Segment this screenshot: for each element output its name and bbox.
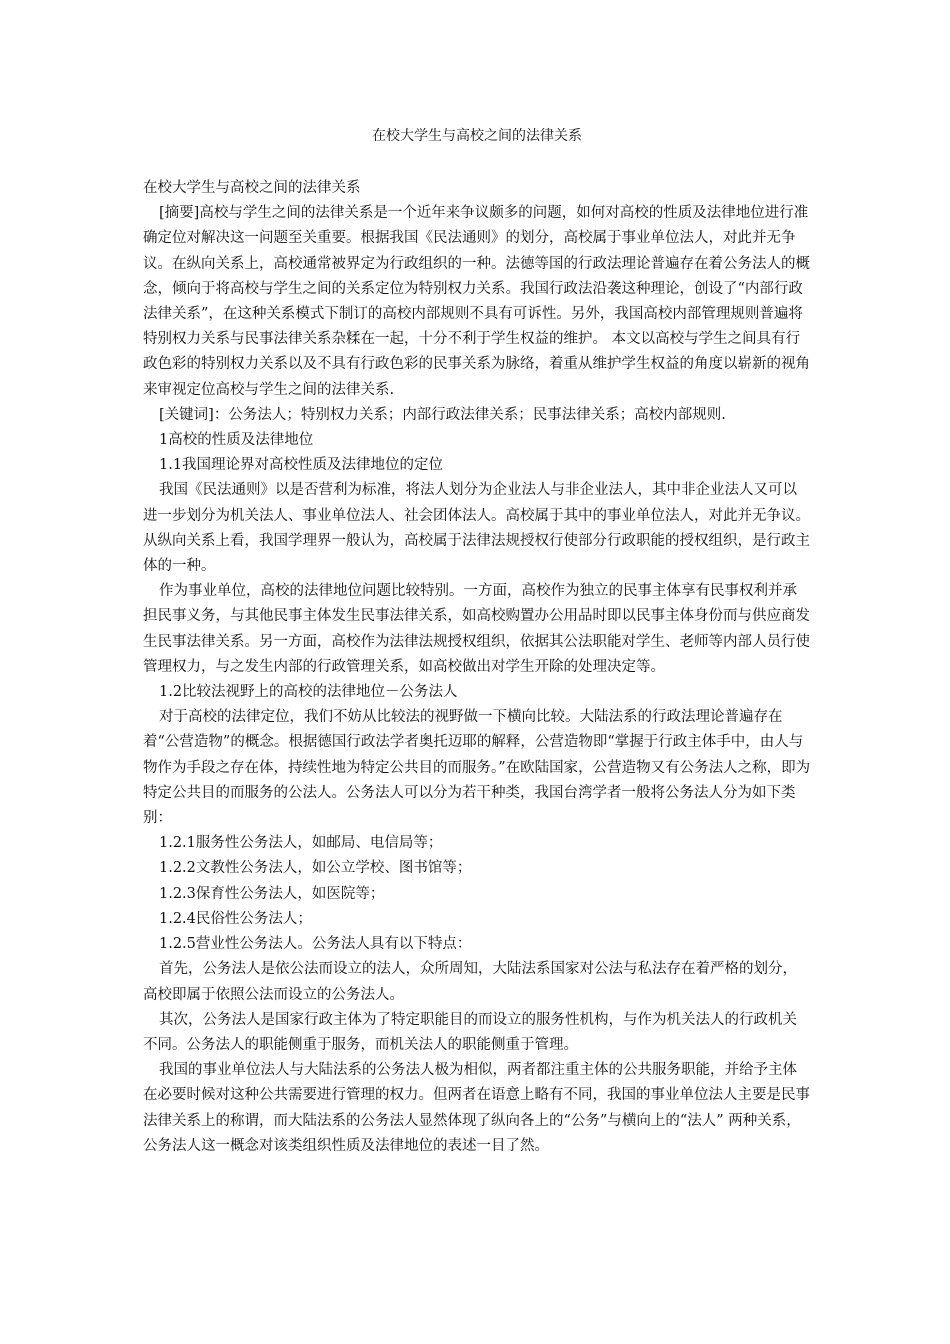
paragraph: 我国的事业单位法人与大陆法系的公务法人极为相似，两者都注重主体的公共服务职能，并给予主体在必要时候对这种公共需要进行管理的权力。但两者在语意上略有不同，我国的事业单位法人主要是民事法律关系上的称谓，而大陆法系的公务法人显然体现了纵向各上的“公务”与横向上的“法人” 两种关系，公务法人这一概念对该类组织性质及法律地位的表述一目了然。 xyxy=(143,1062,810,1154)
paragraph: 1.2.3保育性公务法人，如医院等； xyxy=(159,885,385,902)
paragraph: 1.2.1服务性公务法人，如邮局、电信局等； xyxy=(159,835,443,852)
paragraph: 作为事业单位，高校的法律地位问题比较特别。一方面，高校作为独立的民事主体享有民事权利并承担民事义务，与其他民事主体发生民事法律关系，如高校购置办公用品时即以民事主体身份而与供应商发生民事法律关系。另一方面，高校作为法律法规授权组织，依据其公法职能对学生、老师等内部人员行使管理权力，与之发生内部的行政管理关系，如高校做出对学生开除的处理决定等。 xyxy=(143,583,810,675)
paragraph: [关键词]：公务法人；特别权力关系；内部行政法律关系；民事法律关系；高校内部规则. xyxy=(159,406,726,423)
paragraph: 我国《民法通则》以是否营利为标准，将法人划分为企业法人与非企业法人，其中非企业法人又可以进一步划分为机关法人、事业单位法人、社会团体法人。高校属于其中的事业单位法人，对此并无争议。从纵向关系上看，我国学理界一般认为，高校属于法律法规授权行使部分行政职能的授权组织，是行政主体的一种。 xyxy=(143,482,810,575)
paragraph: [摘要]高校与学生之间的法律关系是一个近年来争议颇多的问题，如何对高校的性质及法律地位进行准确定位对解决这一问题至关重要。根据我国《民法通则》的划分，高校属于事业单位法人，对此并无争议。在纵向关系上，高校通常被界定为行政组织的一种。法德等国的行政法理论普遍存在着公务法人的概念，倾向于将高校与学生之间的关系定位为特别权力关系。我国行政法沿袭这种理论，创设了“内部行政法律关系”，在这种关系模式下制订的高校内部规则不具有可诉性。另外，我国高校内部管理规则普遍将特别权力关系与民事法律关系杂糅在一起，十分不利于学生权益的维护。 本文以高校与学生之间具有行政色彩的特别权力关系以及不具有行政色彩的民事关系为脉络，着重从维护学生权益的角度以崭新的视角来审视定位高校与学生之间的法律关系. xyxy=(143,205,810,398)
document-body xyxy=(143,176,811,1159)
paragraph: 1.2.5营业性公务法人。公务法人具有以下特点： xyxy=(159,936,472,953)
document-title: 在校大学生与高校之间的法律关系 xyxy=(372,128,582,144)
document-page xyxy=(143,126,811,1159)
paragraph: 1.2比较法视野上的高校的法律地位－公务法人 xyxy=(159,684,458,701)
paragraph: 首先，公务法人是依公法而设立的法人，众所周知，大陆法系国家对公法与私法存在着严格的划分，高校即属于依照公法而设立的公务法人。 xyxy=(143,961,797,1003)
paragraph: 其次，公务法人是国家行政主体为了特定职能目的而设立的服务性机构，与作为机关法人的行政机关不同。公务法人的职能侧重于服务，而机关法人的职能侧重于管理。 xyxy=(143,1011,797,1053)
paragraph: 1.2.2文教性公务法人，如公立学校、图书馆等； xyxy=(159,860,472,877)
paragraph: 1高校的性质及法律地位 xyxy=(159,432,314,449)
paragraph: 对于高校的法律定位，我们不妨从比较法的视野做一下横向比较。大陆法系的行政法理论普遍存在着“公营造物”的概念。根据德国行政法学者奥托迈耶的解释，公营造物即“掌握于行政主体手中，由人与物作为手段之存在体，持续性地为特定公共目的而服务。”在欧陆国家，公营造物又有公务法人之称，即为特定公共目的而服务的公法人。公务法人可以分为若干种类，我国台湾学者一般将公务法人分为如下类别： xyxy=(143,709,811,827)
paragraph: 在校大学生与高校之间的法律关系 xyxy=(143,180,361,196)
paragraph: 1.1我国理论界对高校性质及法律地位的定位 xyxy=(159,457,444,474)
paragraph: 1.2.4民俗性公务法人； xyxy=(159,910,312,927)
